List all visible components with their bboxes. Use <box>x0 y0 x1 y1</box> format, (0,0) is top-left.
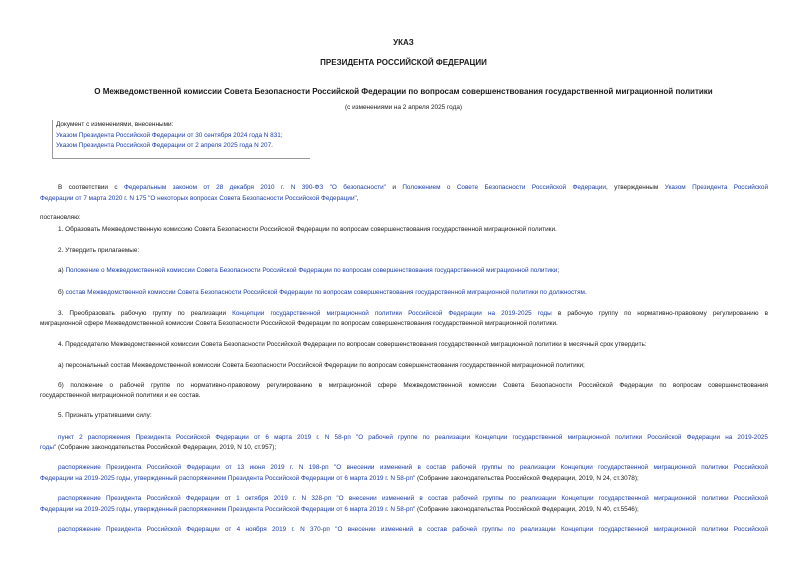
item-5a-line-1 <box>40 433 768 442</box>
repealed-act-link[interactable]: распоряжение Президента Российской Федерации от 13 июня 2019 г. N 198-рп "О внесении изменений в состав рабочей группы по реализации Концепции государственной миграционной политики Российской <box>58 464 768 471</box>
doc-issuer: ПРЕЗИДЕНТА РОССИЙСКОЙ ФЕДЕРАЦИИ <box>320 58 487 67</box>
item-5: 5. Признать утратившими силу: <box>58 412 152 419</box>
item-5d-line-1 <box>40 525 768 534</box>
repealed-act-link[interactable]: распоряжение Президента Российской Федерации от 1 октября 2019 г. N 328-рп "О внесении изменений в состав рабочей группы по реализации Концепции государственной миграционной политики Российской <box>58 495 768 502</box>
item-2: 2. Утвердить прилагаемые: <box>58 247 140 254</box>
decree-word: постановляю: <box>40 214 81 221</box>
item-3-line-1: 3. Преобразовать рабочую группу по реализации Концепции государственной миграционной политики Российской Федерации на 2019-2025 годы в рабочую группу по нормативно-правовому регулированию в <box>58 310 769 317</box>
item-5b-line-2: Федерации на 2019-2025 годы, утвержденный распоряжением Президента Российской Федерации от 6 марта 2019 г. N 58-рп" (Собрание законодательства Российской Федерации, 2019, N 24, ст.3078); <box>40 475 639 482</box>
item-5c-line-2: Федерации на 2019-2025 годы, утвержденный распоряжением Президента Российской Федерации от 6 марта 2019 г. N 58-рп" (Собрание законодательства Российской Федерации, 2019, N 40, ст.5546); <box>40 506 639 513</box>
regulation-link[interactable]: Положение о Межведомственной комиссии Совета Безопасности Российской Федерации по вопросам совершенствования государственной миграционной политики <box>65 267 558 274</box>
item-5a-line-2: годы" (Собрание законодательства Российской Федерации, 2019, N 10, ст.957); <box>40 444 277 451</box>
item-3-line-2: миграционной сфере Межведомственной комиссии Совета Безопасности Российской Федерации по вопросам совершенствования государственной миграционной политики. <box>40 320 558 327</box>
preamble-line-2: Федерации от 7 марта 2020 г. N 175 "О некоторых вопросах Совета Безопасности Российской Федерации", <box>40 195 359 202</box>
amendments-box <box>52 120 310 159</box>
decree-link[interactable]: Федерации от 7 марта 2020 г. N 175 "О некоторых вопросах Совета Безопасности Российской Федерации" <box>40 195 357 202</box>
item-2b: б) состав Межведомственной комиссии Совета Безопасности Российской Федерации по вопросам совершенствования государственной миграционной политики по должностям. <box>58 289 587 296</box>
item-5c-line-1 <box>40 494 768 503</box>
repealed-act-link[interactable]: годы" <box>40 444 57 451</box>
repealed-act-link[interactable]: Федерации на 2019-2025 годы, утвержденный распоряжением Президента Российской Федерации от 6 марта 2019 г. N 58-рп" <box>40 506 416 513</box>
concept-link[interactable]: Концепции государственной миграционной политики Российской Федерации на 2019-2025 годы <box>232 310 552 317</box>
doc-subject: О Межведомственной комиссии Совета Безопасности Российской Федерации по вопросам совершенствования государственной миграционной политики <box>94 87 713 96</box>
repealed-act-link[interactable]: пункт 2 распоряжения Президента Российской Федерации от 6 марта 2019 г. N 58-рп "О рабочей группе по реализации Концепции государственной миграционной политики Российской Федерации на 2019-2025 <box>58 434 768 441</box>
decree-link[interactable]: Указом Президента Российской <box>664 184 769 191</box>
amend-note: (с изменениями на 2 апреля 2025 года) <box>345 104 462 111</box>
composition-link[interactable]: состав Межведомственной комиссии Совета Безопасности Российской Федерации по вопросам совершенствования государственной миграционной политики по должностям <box>65 289 585 296</box>
amendment-link[interactable]: Указом Президента Российской Федерации от 30 сентября 2024 года N 831; <box>56 131 283 139</box>
item-1: 1. Образовать Межведомственную комиссию Совета Безопасности Российской Федерации по вопросам совершенствования государственной миграционной политики. <box>58 226 557 233</box>
amendments-caption: Документ с изменениями, внесенными: <box>56 121 174 128</box>
repealed-act-link[interactable]: распоряжение Президента Российской Федерации от 4 ноября 2019 г. N 370-рп "О внесении изменений в состав рабочей группы по реализации Концепции государственной миграционной политики Российской <box>58 526 768 533</box>
doc-title: УКАЗ <box>393 38 414 47</box>
law-link[interactable]: Федеральным законом от 28 декабря 2010 г. N 390-ФЗ "О безопасности" <box>123 184 386 191</box>
item-4b-line-1: б) положение о рабочей группе по нормативно-правовому регулированию в миграционной сфере Межведомственной комиссии Совета Безопасности Российской Федерации по вопросам совершенствования <box>58 382 768 389</box>
preamble-line-1: В соответствии с Федеральным законом от 28 декабря 2010 г. N 390-ФЗ "О безопасности" и Положением о Совете Безопасности Российской Федерации, утвержденным Указом Президента Российской <box>58 184 769 191</box>
item-5b-line-1 <box>40 463 768 472</box>
repealed-act-link[interactable]: Федерации на 2019-2025 годы, утвержденный распоряжением Президента Российской Федерации от 6 марта 2019 г. N 58-рп" <box>40 475 416 482</box>
amendment-link[interactable]: Указом Президента Российской Федерации от 2 апреля 2025 года N 207. <box>56 142 273 149</box>
item-4b-line-2: государственной миграционной политики и ее состав. <box>40 392 201 399</box>
item-2a: а) Положение о Межведомственной комиссии Совета Безопасности Российской Федерации по вопросам совершенствования государственной миграционной политики; <box>58 267 560 274</box>
item-4a: а) персональный состав Межведомственной комиссии Совета Безопасности Российской Федерации по вопросам совершенствования государственной миграционной политики; <box>58 362 585 369</box>
item-4: 4. Председателю Межведомственной комиссии Совета Безопасности Российской Федерации по вопросам совершенствования государственной миграционной политики в месячный срок утвердить: <box>58 341 647 348</box>
regulation-link[interactable]: Положением о Совете Безопасности Российской Федерации <box>402 184 606 191</box>
